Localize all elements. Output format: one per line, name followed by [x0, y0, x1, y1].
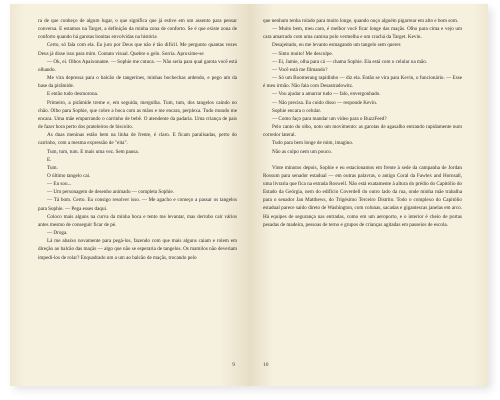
paragraph: O último tangelo cai.: [47, 172, 91, 179]
left-page-number: 9: [232, 362, 235, 368]
paragraph: que nenhum tenha rolado para muito longe, quando ouço alguém pigarrear em alto e bom som.: [263, 18, 459, 24]
paragraph: — Você está me filmando?: [272, 66, 328, 73]
left-page: [10, 4, 249, 386]
paragraph: ra de que conheço de algum lugar, o que significa que já estive em um assento para pensar conversa. E estamos na Target, a definição da minha zona de conforto. Se é que existe zona de conforto quando há garotas bonitas envolvidas na história: [38, 18, 237, 41]
paragraph: — Como faço para mandar um vídeo para o BuzzFeed?: [272, 115, 387, 122]
paragraph: Desajeitado, eu me levanto esmagando um tangelo sem querer.: [272, 42, 402, 49]
paragraph: Não as culpo nem um pouco.: [272, 148, 332, 155]
paragraph: — Não precisa. Eu cuido disso — responde Kevin.: [272, 99, 378, 106]
paragraph: Coloco mais alguns na curva da minha boca e tento me levantar, mas derrubo cair vários antes mesmo de conseguir ficar de pé.: [38, 213, 237, 228]
right-page: [249, 4, 488, 386]
paragraph: — Só um Boomerang rapidinho — diz ela. Então se vira para Kevin, o funcionário. — Esse é meu irmão. Não fala com Desastradowitz.: [263, 75, 462, 90]
paragraph: — Ok, ei. Olhos Apaixonante. — Sophie me cutuca. — Não seria para qual garota você está olhando.: [38, 58, 237, 73]
paragraph: As duas meninas estão bem na linha de frente, é claro. E ficam paralisadas, perto do carrinho, com a mesma expressão de "eita".: [38, 132, 237, 147]
paragraph: E então tudo desmorona.: [47, 91, 99, 98]
paragraph: — Um personagem de desenho animado — completa Sophie.: [47, 189, 174, 196]
paragraph: Vinte minutos depois, Sophie e eu estacionamos em frente à sede da campanha de Jordan Rossum para senador estadual — em outras palavras, o antigo Coral da Fawlex and Hornsall, uma livraria que fica na estrada Roswell. Não está exatamente à altura do prédio do Capitólio do Estado da Geórgia, nem do edifício Coverdell do outro lado da rua, onde minha mãe trabalha para o senador Jan Matthews, do Trigésimo Terceiro Distrito. Todo o complexo do Capitólio estadual parece saído direto de Washington, com colunas, sacadas e gigantescas janelas em arco. Há equipes de segurança nas entradas, como em um aeroporto, e o interior é cheio de portas pesadas de madeira, pessoas de terno e grupos de crianças agitadas em passeios de escola.: [263, 164, 462, 228]
paragraph: — Eu sou...: [47, 181, 72, 188]
paragraph: Lá me abaixo novamente para pegá-los, fazendo com que mais alguns caiam e rolem em direção ao balcão das maçãs — algo que não se esperaria de tangelos. Os mamilos não deveriam impedi-los de rolar? Enquadrado um a um ao balcão de maçãs, trocando pelo: [38, 238, 237, 261]
open-book-spread: [10, 4, 488, 386]
paragraph: Primeiro, a pirâmide treme e, em seguida, mergulha. Tum, tum, dos tangelos caindo no chão. Olho para Sophie, que cobre a boca com as mãos e me encara, perplexa. Tudo mundo me encara. Uma mãe empurrando o carrinho de bebê. O atendente da padaria. Uma criança de pais de fazer hora perto dos prateleiros de biscoito.: [38, 99, 237, 131]
paragraph: — Muito bem, meu caro, é melhor você ficar longe das maçãs. Olho para cima e vejo um cara amarrado com uma camisa polo vermelha e um crachá da Target. Kevin.: [263, 26, 462, 41]
paragraph: E.: [47, 156, 52, 163]
paragraph: — Vou ajudar a amarrar tudo — falo, envergonhado.: [272, 91, 381, 98]
paragraph: Tum, tum, tum. E mais uma vez. Sem pausa.: [47, 148, 139, 155]
right-page-text: [263, 17, 462, 229]
paragraph: Sophie encara o celular.: [272, 107, 322, 114]
paragraph: — Ei, Jamie, olha para cá — chama Sophie. Ela está com o celular na mão.: [272, 58, 428, 65]
paragraph: Certo, só fala com ela. Eu juro por Deus que não é tão difícil. Me pergunto quantas vezes Deus já disse isso para mim. Contato visual. Quebre o gelo. Sorria. Aproxime-se: [38, 42, 237, 57]
paragraph: — Droga.: [47, 230, 68, 237]
right-page-number: 10: [263, 362, 269, 368]
paragraph: Pelo canto do olho, noto um movimento: as garotas de agasalho entrando rapidamente num corredor lateral.: [263, 124, 462, 139]
paragraph: — Tá bom. Certo. Eu consigo resolver isso. — Me agacho e começo a passar os tangelos para Sophie. — Pega esses daqui.: [38, 197, 237, 212]
paragraph: Tum.: [47, 164, 58, 171]
left-page-text: [38, 17, 237, 262]
paragraph: Tudo para bem longe de mim, imagino.: [272, 140, 354, 147]
paragraph: — Sinto muito! Me desculpe.: [272, 50, 333, 57]
paragraph: Me vira depressa para o balcão de tangerines, minhas bochechas ardendo, e pego um da base da pirâmide.: [38, 75, 237, 90]
